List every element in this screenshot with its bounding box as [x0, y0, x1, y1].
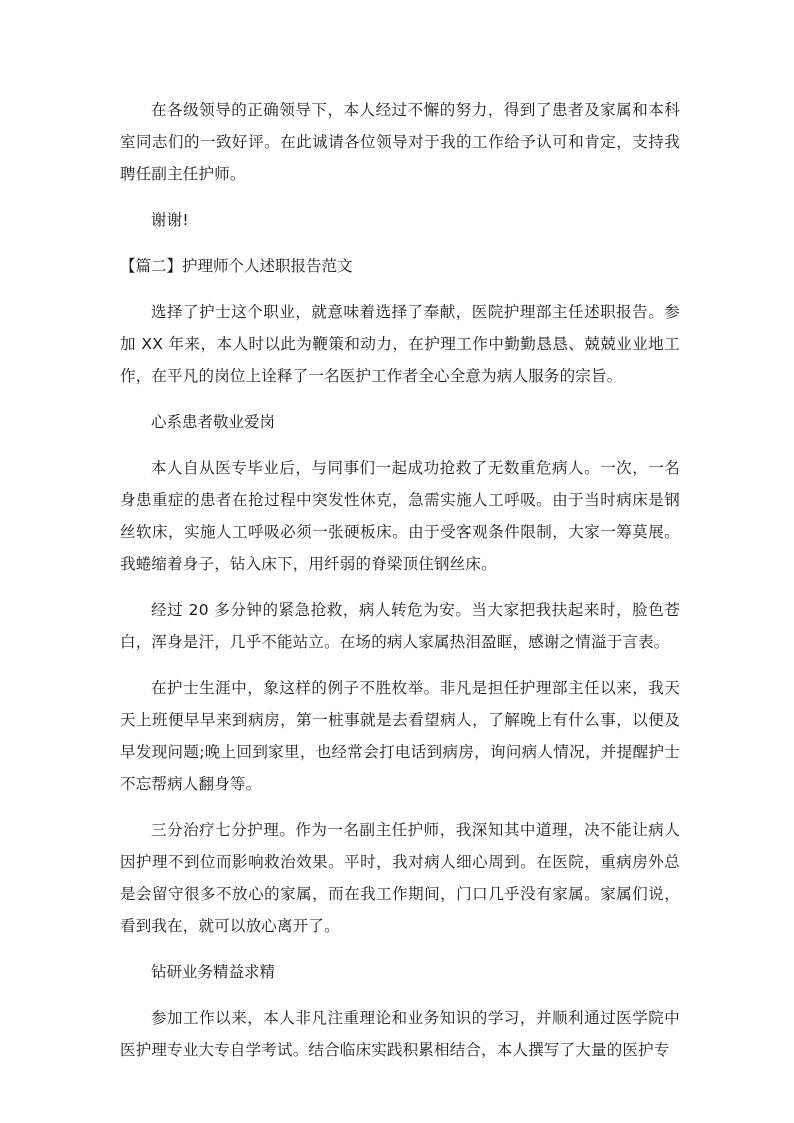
paragraph-thanks: 谢谢!: [151, 211, 189, 229]
paragraph-learning: 参加工作以来，本人非凡注重理论和业务知识的学习，并顺利通过医学院中医护理专业大专自学考试。结合临床实践积累相结合，本人撰写了大量的医护专: [120, 1009, 680, 1059]
paragraph-intro: 选择了护士这个职业，就意味着选择了奉献，医院护理部主任述职报告。参加 XX 年来，本人时以此为鞭策和动力，在护理工作中勤勤恳恳、兢兢业业地工作，在平凡的岗位上诠释了一名医护工作者全心全意为病人服务的宗旨。: [120, 303, 680, 385]
document-page: [120, 94, 680, 1080]
paragraph-recovery: 经过 20 多分钟的紧急抢救，病人转危为安。当大家把我扶起来时，脸色苍白，浑身是汗，几乎不能站立。在场的病人家属热泪盈眶，感谢之情溢于言表。: [120, 601, 680, 651]
subheading-study: 钻研业务精益求精: [151, 963, 276, 981]
subheading-care: 心系患者敬业爱岗: [151, 413, 276, 431]
section-heading: 【篇二】护理师个人述职报告范文: [120, 257, 353, 275]
paragraph-nursing: 三分治疗七分护理。作为一名副主任护师，我深知其中道理，决不能让病人因护理不到位而影响救治效果。平时，我对病人细心周到。在医院，重病房外总是会留守很多不放心的家属，而在我工作期间，门口几乎没有家属。家属们说，看到我在，就可以放心离开了。: [120, 821, 680, 935]
paragraph-rescue: 本人自从医专毕业后，与同事们一起成功抢救了无数重危病人。一次，一名身患重症的患者在抢过程中突发性休克，急需实施人工呼吸。由于当时病床是钢丝软床，实施人工呼吸必须一张硬板床。由于受客观条件限制，大家一筹莫展。我蜷缩着身子，钻入床下，用纤弱的脊梁顶住钢丝床。: [120, 459, 680, 573]
paragraph-daily-routine: 在护士生涯中，象这样的例子不胜枚举。非凡是担任护理部主任以来，我天天上班便早早来到病房，第一桩事就是去看望病人，了解晚上有什么事，以便及早发现问题;晚上回到家里，也经常会打电话到病房，询问病人情况，并提醒护士不忘帮病人翻身等。: [120, 679, 680, 793]
paragraph-closing: 在各级领导的正确领导下，本人经过不懈的努力，得到了患者及家属和本科室同志们的一致好评。在此诚请各位领导对于我的工作给予认可和肯定，支持我聘任副主任护师。: [120, 101, 680, 183]
